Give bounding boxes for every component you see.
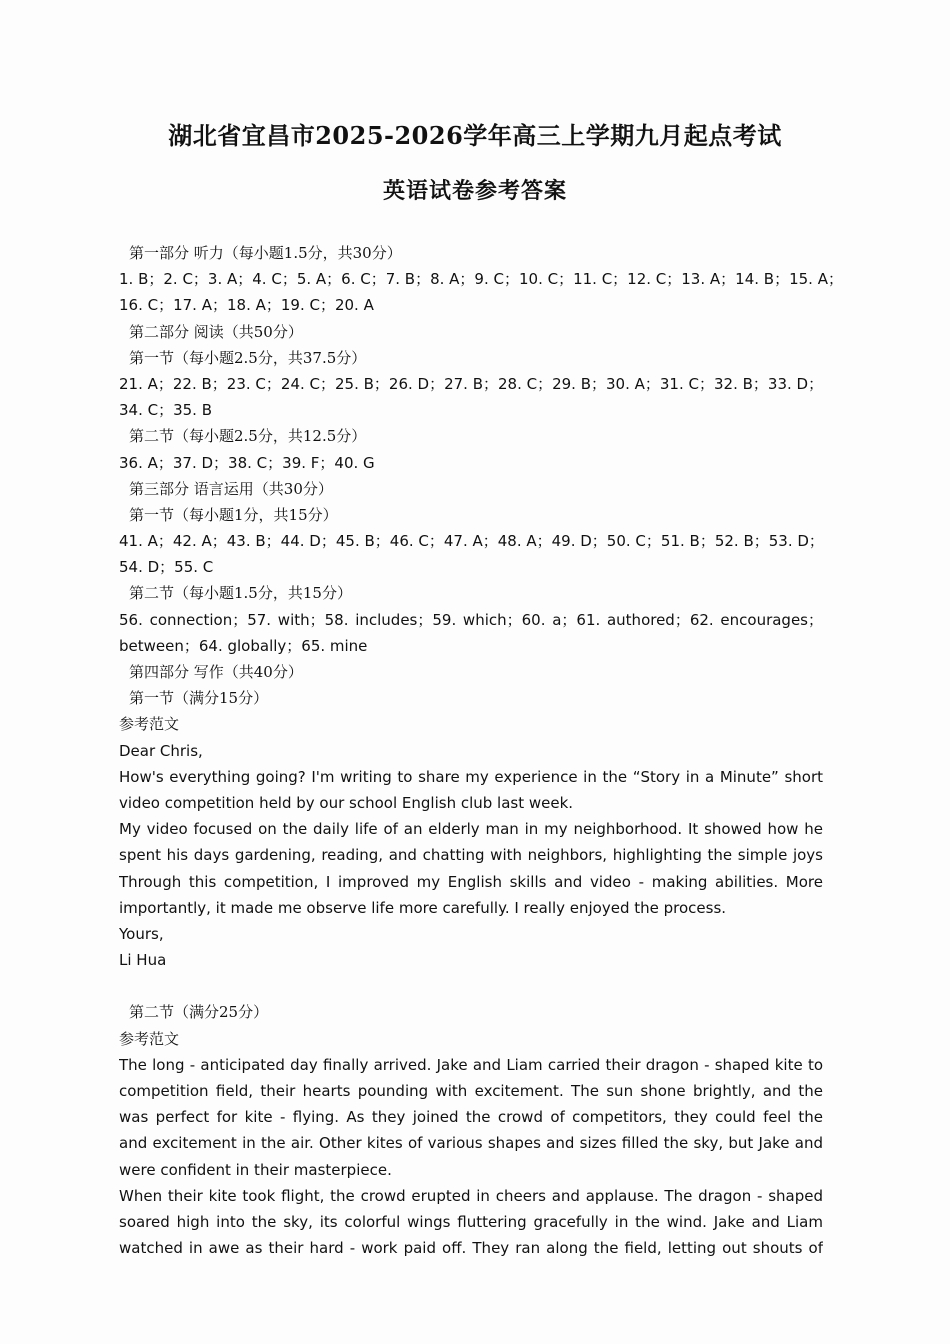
part4-section2-sample-label: 参考范文	[119, 1029, 180, 1048]
part2-section1-answers-line2: 34. C；35. B	[119, 401, 213, 420]
part4-section1-sample-label: 参考范文	[119, 715, 180, 734]
answer-content	[119, 240, 843, 1261]
part3-heading: 第三部分 语言运用（共30分）	[129, 479, 333, 498]
part4-section2-heading: 第二节（满分25分）	[129, 1003, 269, 1022]
part2-section2-answers-line1: 36. A；37. D；38. C；39. F；40. G	[119, 453, 375, 472]
part1-answers-line2: 16. C；17. A；18. A；19. C；20. A	[119, 296, 374, 315]
essay-line: The long - anticipated day finally arrived. Jake and Liam carried their dragon - shaped kite to	[119, 1055, 823, 1074]
essay-line: and excitement in the air. Other kites of various shapes and sizes filled the sky, but Jake and	[119, 1134, 823, 1153]
essay-line: When their kite took flight, the crowd erupted in cheers and applause. The dragon - shaped	[119, 1186, 823, 1205]
part1-answers-line1: 1. B；2. C；3. A；4. C；5. A；6. C；7. B；8. A；9. C；10. C；11. C；12. C；13. A；14. B；15. A；	[119, 270, 843, 289]
essay-line: were confident in their masterpiece.	[119, 1160, 392, 1179]
part4-heading: 第四部分 写作（共40分）	[129, 663, 303, 681]
part3-section1-answers-line2: 54. D；55. C	[119, 558, 214, 577]
part3-section2-answers-line2: between；64. globally；65. mine	[119, 636, 368, 655]
document-subtitle: 英语试卷参考答案	[382, 178, 567, 204]
document-title: 湖北省宜昌市2025-2026学年高三上学期九月起点考试	[168, 121, 782, 150]
letter-line: importantly, it made me observe life more carefully. I really enjoyed the process.	[119, 898, 727, 917]
letter-line: My video focused on the daily life of an elderly man in my neighborhood. It showed how he	[119, 820, 823, 839]
letter-line: Yours,	[119, 924, 164, 943]
essay-line: soared high into the sky, its colorful wings fluttering gracefully in the wind. Jake and Liam	[119, 1212, 823, 1231]
part2-section2-heading: 第二节（每小题2.5分，共12.5分）	[129, 427, 367, 446]
essay-line: watched in awe as their hard - work paid off. They ran along the field, letting out shouts of	[119, 1239, 823, 1258]
part3-section1-answers-line1: 41. A；42. A；43. B；44. D；45. B；46. C；47. A；48. A；49. D；50. C；51. B；52. B；53. D；	[119, 532, 824, 551]
part3-section2-heading: 第二节（每小题1.5分，共15分）	[129, 584, 352, 603]
letter-line: How's everything going? I'm writing to share my experience in the “Story in a Minute” short	[119, 767, 823, 786]
part1-heading: 第一部分 听力（每小题1.5分，共30分）	[129, 244, 402, 262]
letter-line: video competition held by our school English club last week.	[119, 793, 574, 812]
letter-line: Through this competition, I improved my English skills and video - making abilities. More	[119, 872, 823, 891]
part4-section1-heading: 第一节（满分15分）	[129, 689, 269, 708]
part3-section2-answers-line1: 56. connection；57. with；58. includes；59. which；60. a；61. authored；62. encourages；	[119, 610, 823, 629]
part2-section1-answers-line1: 21. A；22. B；23. C；24. C；25. B；26. D；27. B；28. C；29. B；30. A；31. C；32. B；33. D；	[119, 374, 824, 393]
spacer	[119, 973, 823, 999]
essay-line: was perfect for kite - flying. As they joined the crowd of competitors, they could feel the	[119, 1108, 823, 1127]
essay-line: competition field, their hearts pounding with excitement. The sun shone brightly, and the	[119, 1082, 823, 1100]
letter-line: spent his days gardening, reading, and chatting with neighbors, highlighting the simple joys	[119, 846, 823, 865]
part2-section1-heading: 第一节（每小题2.5分，共37.5分）	[129, 348, 367, 367]
part3-section1-heading: 第一节（每小题1分，共15分）	[129, 505, 338, 524]
part2-heading: 第二部分 阅读（共50分）	[129, 322, 303, 341]
letter-line: Dear Chris,	[119, 741, 203, 760]
letter-line: Li Hua	[119, 951, 167, 970]
